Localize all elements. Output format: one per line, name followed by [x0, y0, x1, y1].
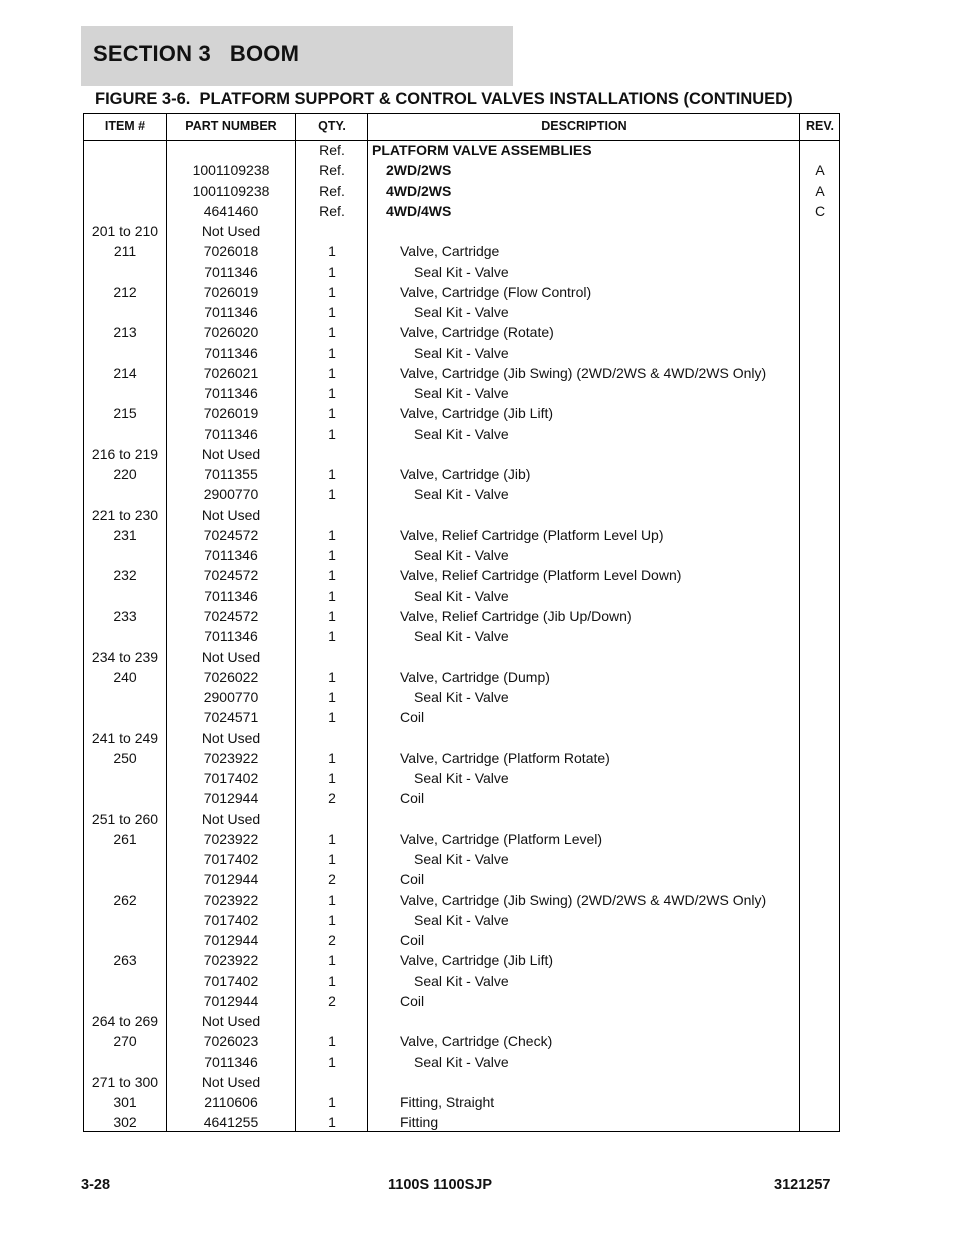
part-number-cell: 7011346: [204, 385, 258, 402]
qty-cell: 1: [328, 689, 336, 706]
table-row: [84, 1052, 839, 1072]
description-cell: Fitting: [400, 1114, 439, 1131]
qty-cell: 1: [328, 972, 336, 989]
table-row: [84, 687, 839, 707]
item-cell: 213: [113, 324, 137, 341]
qty-cell: Ref.: [319, 182, 345, 199]
description-cell: Valve, Cartridge (Flow Control): [400, 283, 592, 300]
table-row: [84, 728, 839, 748]
item-cell: 231: [113, 526, 137, 543]
table-row: [84, 586, 839, 606]
part-number-cell: 7024572: [203, 526, 259, 543]
qty-cell: 1: [328, 830, 336, 847]
item-cell: 211: [113, 243, 137, 260]
table-row: [84, 545, 839, 565]
table-row: [84, 565, 839, 585]
table-row: [84, 626, 839, 646]
table-row: [84, 1112, 839, 1132]
qty-cell: 1: [328, 851, 336, 868]
item-cell: 250: [113, 749, 137, 766]
description-cell: Valve, Cartridge (Jib Lift): [400, 952, 554, 969]
qty-cell: 1: [328, 1094, 336, 1111]
document-number: 3121257: [774, 1177, 831, 1193]
description-cell: Seal Kit - Valve: [414, 911, 509, 928]
description-cell: Seal Kit - Valve: [414, 770, 509, 787]
part-number-cell: 7026022: [203, 668, 259, 685]
item-cell: 233: [113, 607, 137, 624]
item-cell: 234 to 239: [91, 648, 159, 665]
description-cell: Seal Kit - Valve: [414, 425, 509, 442]
item-cell: 215: [113, 405, 137, 422]
part-number-cell: 7023922: [203, 952, 259, 969]
item-cell: 216 to 219: [91, 445, 159, 462]
description-cell: 2WD/2WS: [386, 162, 452, 179]
part-number-cell: Not Used: [201, 506, 261, 523]
part-number-cell: 2900770: [203, 486, 259, 503]
qty-cell: 1: [328, 709, 336, 726]
part-number-cell: 7011346: [204, 587, 258, 604]
table-row: [84, 302, 839, 322]
qty-cell: 1: [328, 770, 336, 787]
table-row: [84, 748, 839, 768]
table-row: [84, 768, 839, 788]
part-number-cell: Not Used: [201, 1013, 261, 1030]
item-cell: 271 to 300: [91, 1073, 159, 1090]
description-cell: 4WD/2WS: [386, 182, 452, 199]
item-cell: 232: [113, 567, 137, 584]
table-row: [84, 971, 839, 991]
part-number-cell: 7026023: [203, 1033, 259, 1050]
table-row: [84, 647, 839, 667]
model-label: 1100S 1100SJP: [388, 1177, 493, 1193]
part-number-cell: 7026019: [203, 283, 259, 300]
qty-cell: 1: [328, 628, 336, 645]
qty-cell: 1: [328, 425, 336, 442]
part-number-cell: 7026021: [203, 364, 259, 381]
item-cell: 270: [113, 1033, 137, 1050]
part-number-cell: 7012944: [203, 992, 259, 1009]
part-number-cell: 7011355: [204, 466, 258, 483]
table-row: [84, 403, 839, 423]
part-number-cell: 7017402: [203, 851, 259, 868]
description-cell: Valve, Cartridge (Jib): [400, 466, 531, 483]
description-cell: Valve, Cartridge (Platform Level): [400, 830, 603, 847]
table-row: [84, 707, 839, 727]
item-cell: 221 to 230: [91, 506, 159, 523]
description-cell: Valve, Cartridge (Rotate): [400, 324, 554, 341]
qty-cell: 1: [328, 526, 336, 543]
description-cell: Valve, Cartridge (Check): [400, 1033, 553, 1050]
table-row: [84, 1031, 839, 1051]
table-row: [84, 1011, 839, 1031]
part-number-cell: 7026018: [203, 243, 259, 260]
table-row: [84, 160, 839, 180]
part-number-cell: 1001109238: [192, 182, 270, 199]
table-row: [84, 221, 839, 241]
description-cell: Seal Kit - Valve: [414, 547, 509, 564]
rev-cell: A: [815, 182, 825, 199]
section-title: SECTION 3 BOOM: [93, 41, 300, 66]
table-row: [84, 1072, 839, 1092]
part-number-cell: 7011346: [204, 263, 258, 280]
description-cell: Valve, Relief Cartridge (Platform Level Down): [400, 567, 682, 584]
part-number-cell: 7012944: [203, 790, 259, 807]
column-header-qty: QTY.: [318, 119, 346, 133]
part-number-cell: 7023922: [203, 830, 259, 847]
qty-cell: 1: [328, 1053, 336, 1070]
part-number-cell: 7011346: [204, 628, 258, 645]
table-row: [84, 1092, 839, 1112]
description-cell: Seal Kit - Valve: [414, 1053, 509, 1070]
qty-cell: Ref.: [319, 202, 345, 219]
part-number-cell: 7012944: [203, 932, 259, 949]
table-row: [84, 525, 839, 545]
part-number-cell: Not Used: [201, 729, 261, 746]
part-number-cell: 7012944: [203, 871, 259, 888]
item-cell: 214: [113, 364, 137, 381]
part-number-cell: 7011346: [204, 425, 258, 442]
part-number-cell: 2110606: [204, 1094, 258, 1111]
parts-table: [83, 113, 840, 1132]
table-row: [84, 282, 839, 302]
column-header-item: ITEM #: [104, 119, 146, 133]
table-row: [84, 505, 839, 525]
qty-cell: 1: [328, 952, 336, 969]
qty-cell: Ref.: [319, 162, 345, 179]
column-header-part-number: PART NUMBER: [185, 119, 277, 133]
qty-cell: 2: [328, 871, 336, 888]
qty-cell: 1: [328, 749, 336, 766]
table-row: [84, 849, 839, 869]
part-number-cell: 7026020: [203, 324, 259, 341]
description-cell: Coil: [400, 932, 425, 949]
table-row: [84, 444, 839, 464]
description-cell: Valve, Cartridge (Jib Swing) (2WD/2WS & 4WD/2WS Only): [400, 364, 767, 381]
description-cell: Valve, Cartridge (Dump): [400, 668, 550, 685]
item-cell: 212: [113, 283, 137, 300]
description-cell: Coil: [400, 790, 425, 807]
part-number-cell: 2900770: [203, 689, 259, 706]
item-cell: 263: [113, 952, 137, 969]
description-cell: PLATFORM VALVE ASSEMBLIES: [372, 142, 592, 158]
qty-cell: 1: [328, 891, 336, 908]
qty-cell: 1: [328, 466, 336, 483]
description-cell: Seal Kit - Valve: [414, 385, 509, 402]
qty-cell: 1: [328, 344, 336, 361]
description-cell: Valve, Relief Cartridge (Platform Level Up): [400, 526, 664, 543]
description-cell: Seal Kit - Valve: [414, 972, 509, 989]
qty-cell: 1: [328, 243, 336, 260]
table-row: [84, 241, 839, 261]
table-row: [84, 930, 839, 950]
table-row: [84, 181, 839, 201]
qty-cell: Ref.: [319, 142, 345, 158]
table-row: [84, 383, 839, 403]
qty-cell: 1: [328, 405, 336, 422]
qty-cell: 1: [328, 668, 336, 685]
part-number-cell: Not Used: [201, 445, 261, 462]
table-row: [84, 910, 839, 930]
qty-cell: 1: [328, 1033, 336, 1050]
part-number-cell: 7023922: [203, 749, 259, 766]
part-number-cell: Not Used: [201, 810, 261, 827]
item-cell: 241 to 249: [91, 729, 159, 746]
qty-cell: 1: [328, 547, 336, 564]
part-number-cell: 7024571: [203, 709, 259, 726]
rev-cell: C: [814, 202, 826, 219]
qty-cell: 1: [328, 567, 336, 584]
qty-cell: 1: [328, 324, 336, 341]
description-cell: Seal Kit - Valve: [414, 486, 509, 503]
part-number-cell: 4641460: [203, 202, 259, 219]
item-cell: 264 to 269: [91, 1013, 159, 1030]
table-row: [84, 140, 839, 160]
item-cell: 220: [113, 466, 137, 483]
item-cell: 262: [113, 891, 137, 908]
part-number-cell: 1001109238: [192, 162, 270, 179]
part-number-cell: 7011346: [204, 1053, 258, 1070]
part-number-cell: 7026019: [203, 405, 259, 422]
description-cell: Seal Kit - Valve: [414, 263, 509, 280]
qty-cell: 1: [328, 486, 336, 503]
part-number-cell: 7017402: [203, 972, 259, 989]
description-cell: Seal Kit - Valve: [414, 304, 509, 321]
description-cell: Coil: [400, 709, 425, 726]
part-number-cell: Not Used: [201, 1073, 261, 1090]
description-cell: Seal Kit - Valve: [414, 587, 509, 604]
description-cell: Coil: [400, 992, 425, 1009]
description-cell: Valve, Cartridge: [400, 243, 500, 260]
table-row: [84, 869, 839, 889]
qty-cell: 1: [328, 911, 336, 928]
part-number-cell: 7011346: [204, 344, 258, 361]
qty-cell: 2: [328, 790, 336, 807]
table-row: [84, 262, 839, 282]
qty-cell: 1: [328, 607, 336, 624]
table-row: [84, 667, 839, 687]
item-cell: 251 to 260: [91, 810, 159, 827]
part-number-cell: 7024572: [203, 567, 259, 584]
part-number-cell: 7017402: [203, 911, 259, 928]
table-row: [84, 424, 839, 444]
description-cell: Valve, Cartridge (Jib Lift): [400, 405, 554, 422]
item-cell: 302: [113, 1114, 137, 1131]
description-cell: Seal Kit - Valve: [414, 851, 509, 868]
description-cell: Coil: [400, 871, 425, 888]
item-cell: 201 to 210: [91, 223, 159, 240]
description-cell: Seal Kit - Valve: [414, 628, 509, 645]
table-row: [84, 991, 839, 1011]
table-row: [84, 484, 839, 504]
table-row: [84, 950, 839, 970]
table-row: [84, 322, 839, 342]
column-header-description: DESCRIPTION: [541, 119, 627, 133]
table-row: [84, 363, 839, 383]
qty-cell: 1: [328, 364, 336, 381]
part-number-cell: Not Used: [201, 648, 261, 665]
table-row: [84, 201, 839, 221]
qty-cell: 1: [328, 385, 336, 402]
part-number-cell: 4641255: [203, 1114, 259, 1131]
table-row: [84, 829, 839, 849]
page-number: 3-28: [81, 1177, 111, 1193]
description-cell: Fitting, Straight: [400, 1094, 495, 1111]
qty-cell: 1: [328, 263, 336, 280]
description-cell: Valve, Cartridge (Jib Swing) (2WD/2WS & 4WD/2WS Only): [400, 891, 767, 908]
description-cell: 4WD/4WS: [386, 202, 452, 219]
qty-cell: 2: [328, 932, 336, 949]
table-row: [84, 343, 839, 363]
part-number-cell: 7011346: [204, 304, 258, 321]
figure-title: FIGURE 3-6. PLATFORM SUPPORT & CONTROL VALVES INSTALLATIONS (CONTINUED): [95, 90, 793, 108]
table-row: [84, 809, 839, 829]
description-cell: Seal Kit - Valve: [414, 344, 509, 361]
qty-cell: 1: [328, 1114, 336, 1131]
part-number-cell: 7023922: [203, 891, 259, 908]
table-row: [84, 788, 839, 808]
part-number-cell: 7017402: [203, 770, 259, 787]
qty-cell: 2: [328, 992, 336, 1009]
column-header-rev: REV.: [805, 119, 835, 133]
qty-cell: 1: [328, 587, 336, 604]
rev-cell: A: [815, 162, 825, 179]
part-number-cell: Not Used: [201, 223, 261, 240]
description-cell: Valve, Cartridge (Platform Rotate): [400, 749, 610, 766]
table-row: [84, 890, 839, 910]
qty-cell: 1: [328, 304, 336, 321]
table-row: [84, 606, 839, 626]
part-number-cell: 7024572: [203, 607, 259, 624]
table-row: [84, 464, 839, 484]
item-cell: 240: [113, 668, 137, 685]
qty-cell: 1: [328, 283, 336, 300]
description-cell: Valve, Relief Cartridge (Jib Up/Down): [400, 607, 632, 624]
item-cell: 301: [113, 1094, 137, 1111]
description-cell: Seal Kit - Valve: [414, 689, 509, 706]
item-cell: 261: [113, 830, 137, 847]
part-number-cell: 7011346: [204, 547, 258, 564]
